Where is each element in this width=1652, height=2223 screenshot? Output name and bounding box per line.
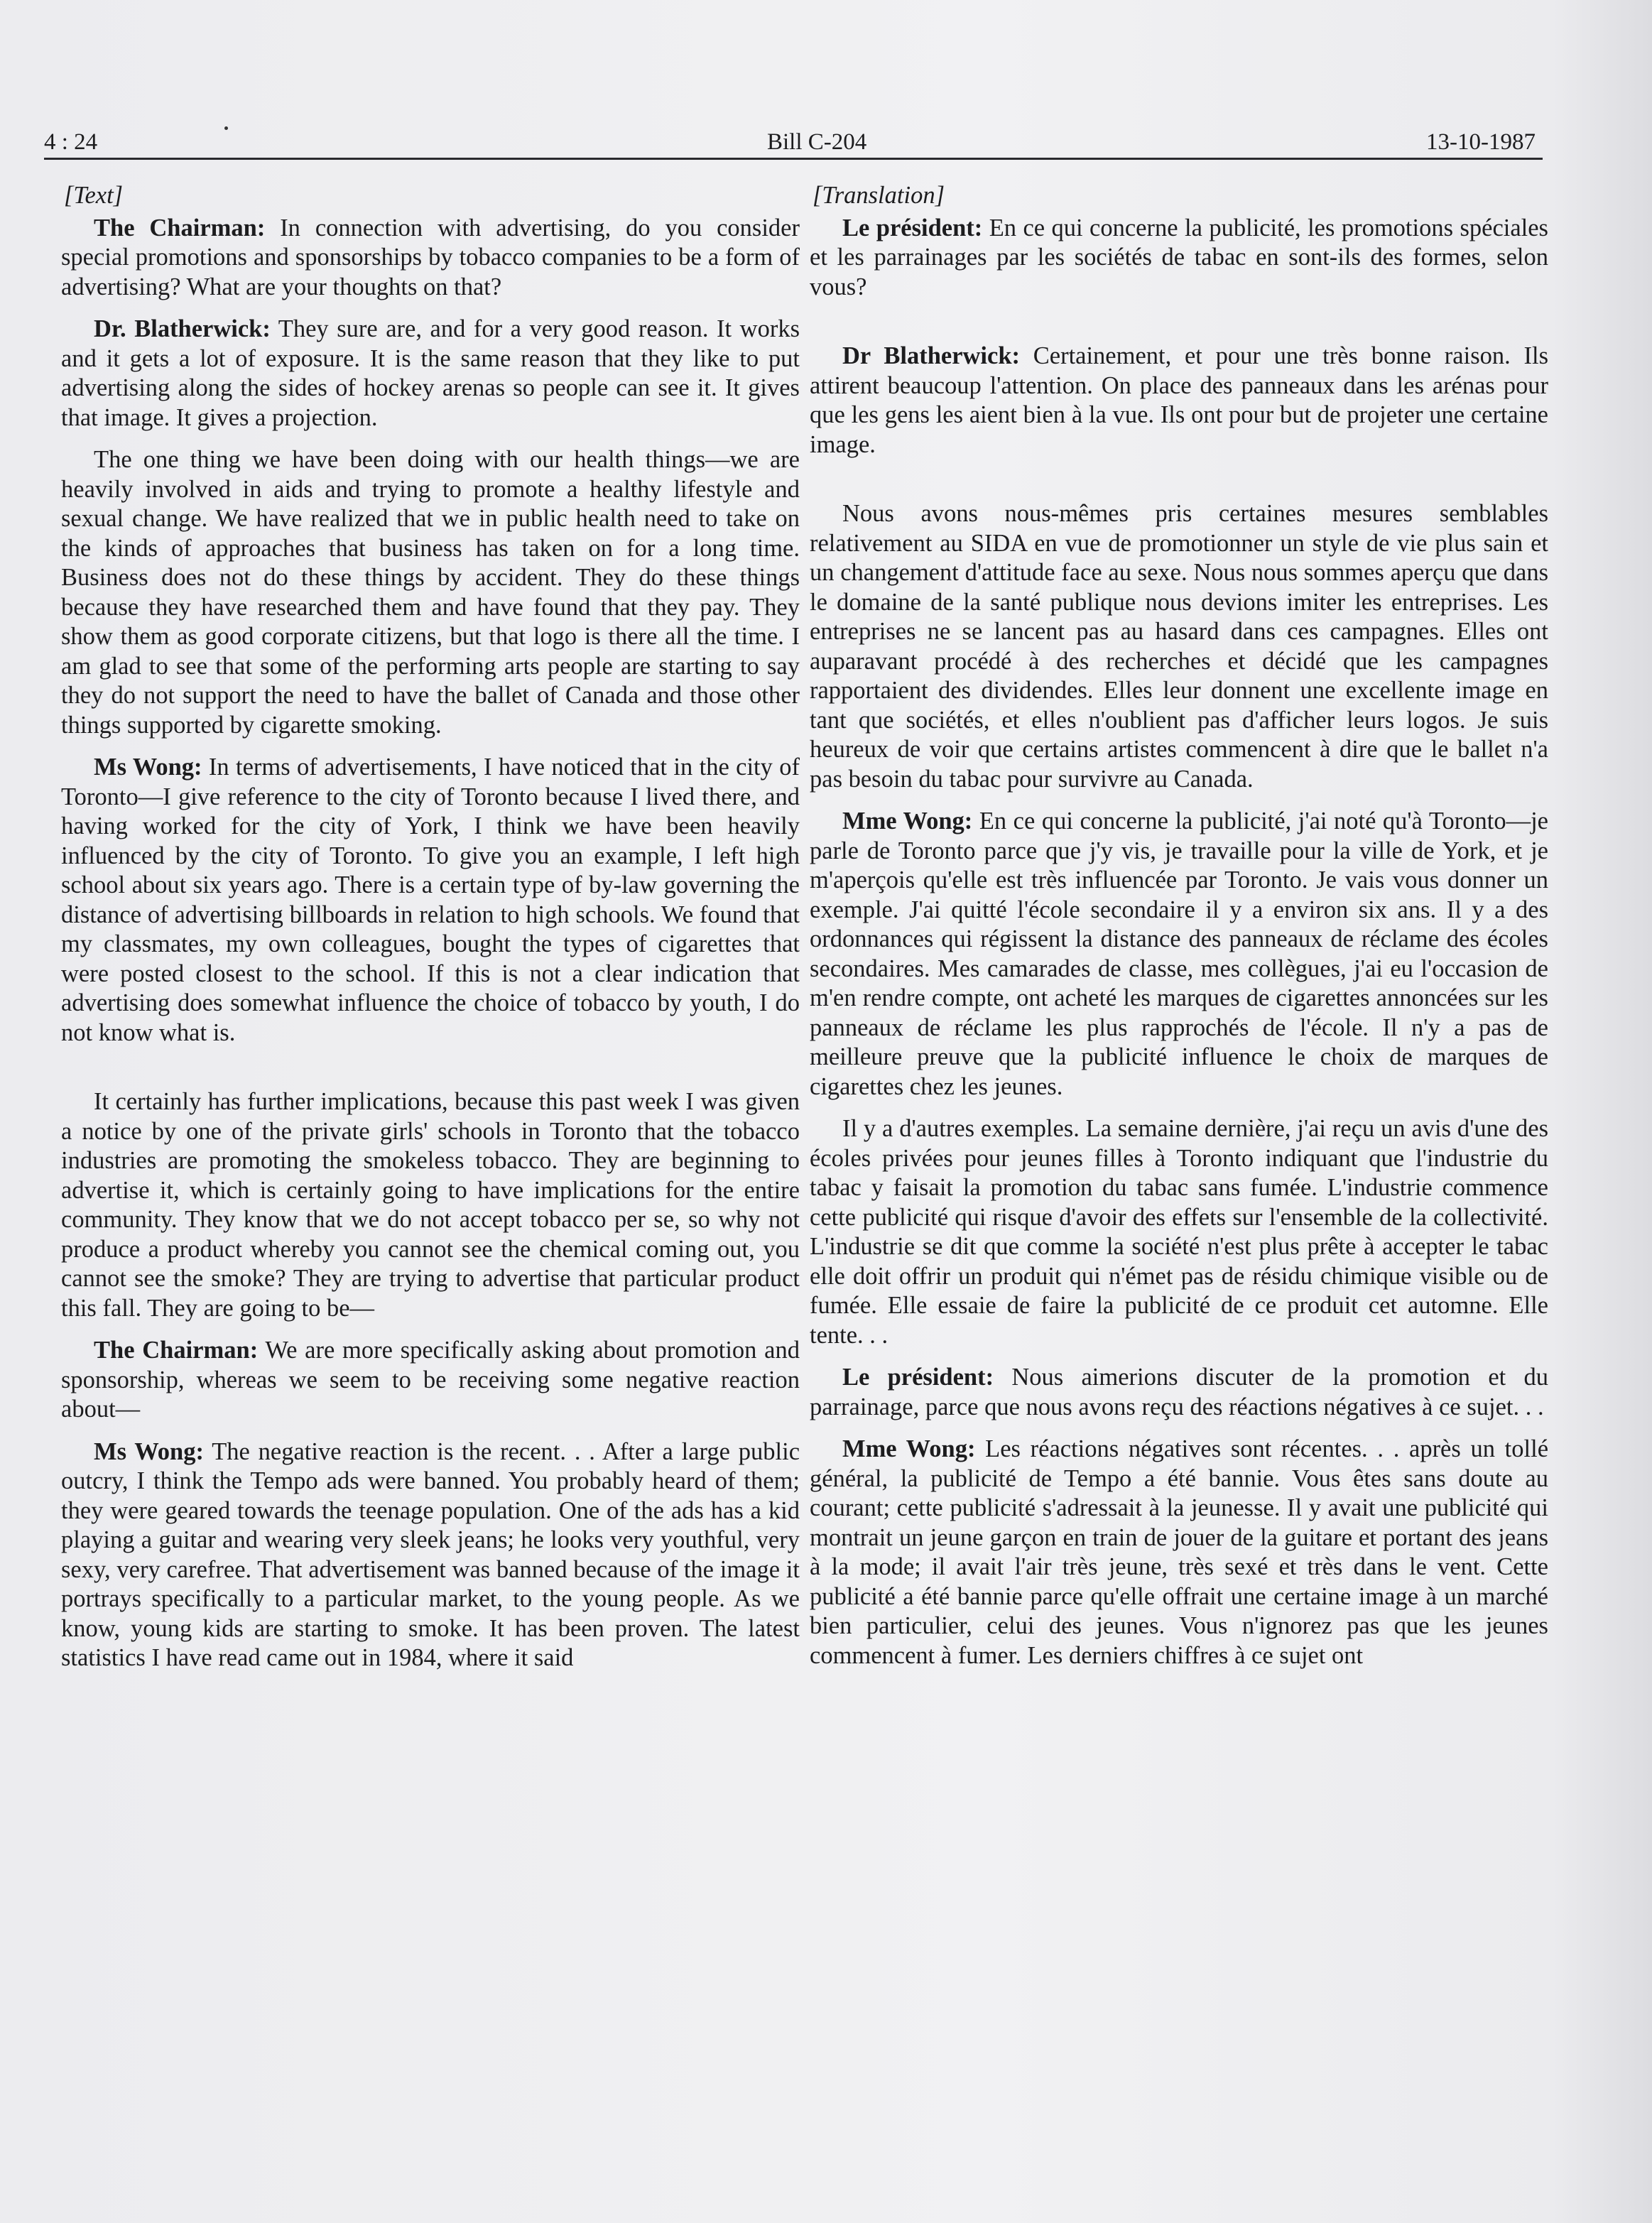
paragraph xyxy=(61,315,800,433)
paragraph-text: Il y a d'autres exemples. La semaine dernière, j'ai reçu un avis d'une des écoles privées pour jeunes filles à Toronto indiquant que l'industrie du tabac y faisait la promotion du tabac sans fumée. L'industrie commence cette publicité qui risque d'avoir des effets sur l'ensemble de la collectivité. L'industrie se dit que comme la société n'est plus prête à accepter le tabac elle doit offrir un produit qui n'émet pas de résidu chimique visible ou de fumée. Elle essaie de faire la publicité de ce produit cet automne. Elle tente. . . xyxy=(810,1115,1548,1349)
column-tag: [Text] xyxy=(64,182,124,209)
paragraph xyxy=(61,1087,800,1323)
paragraph xyxy=(61,445,800,740)
paragraph-text: The one thing we have been doing with our health things—we are heavily involved in aids and trying to promote a healthy lifestyle and sexual change. We have realized that we in public health need to take on the kinds of approaches that business has taken on for a long time. Business does not do these things by accident. They do these things because they have researched them and have found that they pay. They show them as good corporate citizens, but that logo is there all the time. I am glad to see that some of the performing arts people are starting to say they do not support the need to have the ballet of Canada and those other things supported by cigarette smoking. xyxy=(61,446,800,739)
paragraph-text: Les réactions négatives sont récentes. . . après un tollé général, la publicité de Tempo a été bannie. Vous êtes sans doute au courant; cette publicité s'adressait à la jeunesse. Il y avait une publicité qui montrait un jeune garçon en train de jouer de la guitare et portant des jeans à la mode; il avait l'air très jeune, très sexé et très dans le vent. Cette publicité a été bannie parce qu'elle offrait une certaine image à un marché bien particulier, celui des jeunes. Vous n'ignorez pas que les jeunes commencent à fumer. Les derniers chiffres à ce sujet ont xyxy=(810,1435,1549,1669)
paragraph xyxy=(810,1435,1548,1670)
document-date: 13-10-1987 xyxy=(1426,129,1536,155)
paragraph-text: Nous aimerions discuter de la promotion et du parrainage, parce que nous avons reçu des réactions négatives à ce sujet. . . xyxy=(810,1364,1548,1420)
page-number: 4 : 24 xyxy=(44,129,98,155)
speaker: Ms Wong: xyxy=(94,1437,204,1465)
paragraph-text: The negative reaction is the recent. . . After a large public outcry, I think the Tempo ads were banned. You probably heard of them; they were geared towards the teenage population. One of the ads has a kid playing a guitar and wearing very sleek jeans; he looks very youthful, very sexy, very carefree. That advertisement was banned because of the image it portrays specifically to a particular market, to the young people. As we know, young kids are starting to smoke. It has been proven. The latest statistics I have read came out in 1984, where it said xyxy=(61,1437,800,1671)
paragraph xyxy=(810,214,1548,303)
speaker: Le président: xyxy=(842,1364,994,1391)
page-header xyxy=(44,114,1536,163)
speaker: Dr. Blatherwick: xyxy=(94,315,271,342)
document-title: Bill C-204 xyxy=(767,129,867,155)
speaker: The Chairman: xyxy=(94,1337,259,1364)
speaker: Mme Wong: xyxy=(842,1435,976,1462)
speaker: Ms Wong: xyxy=(94,754,202,781)
paragraph-text: In connection with advertising, do you consider special promotions and sponsorships by tobacco companies to be a form of advertising? What are your thoughts on that? xyxy=(61,214,800,300)
speaker: Le président: xyxy=(842,214,983,241)
column-tag: [Translation] xyxy=(813,182,945,209)
speaker: The Chairman: xyxy=(94,214,266,241)
french-column xyxy=(810,181,1548,1683)
paragraph xyxy=(810,342,1548,460)
english-column xyxy=(61,181,800,1686)
speaker: Dr Blatherwick: xyxy=(842,342,1020,369)
speaker: Mme Wong: xyxy=(842,808,973,835)
paragraph xyxy=(810,1363,1548,1422)
paragraph xyxy=(810,499,1548,794)
paragraph xyxy=(810,807,1548,1102)
paragraph xyxy=(61,1336,800,1425)
paragraph-text: They sure are, and for a very good reason. It works and it gets a lot of exposure. It is the same reason that they like to put advertising along the sides of hockey arenas so people can see it. It gives that image. It gives a projection. xyxy=(61,315,800,431)
paragraph xyxy=(61,753,800,1048)
paragraph-text: Certainement, et pour une très bonne raison. Ils attirent beaucoup l'attention. On place des panneaux dans les arénas pour que les gens les aient bien à la vue. Ils ont pour but de projeter une certaine image. xyxy=(810,342,1548,458)
paragraph xyxy=(61,214,800,303)
paragraph-text: In terms of advertisements, I have noticed that in the city of Toronto—I give reference to the city of Toronto because I lived there, and having worked for the city of York, I think we have been heavily influenced by the city of Toronto. To give you an example, I left high school about six years ago. There is a certain type of by-law governing the distance of advertising billboards in relation to high schools. We found that my classmates, my own colleagues, bought the types of cigarettes that were posted closest to the school. If this is not a clear indication that advertising does somewhat influence the choice of tobacco by youth, I do not know what is. xyxy=(61,754,800,1046)
paragraph-text: Nous avons nous-mêmes pris certaines mesures semblables relativement au SIDA en vue de promotionner un style de vie plus sain et un changement d'attitude face au sexe. Nous nous sommes aperçu que dans le domaine de la santé publique nous devions imiter les entreprises. Les entreprises ne se lancent pas au hasard dans ces campagnes. Elles ont auparavant procédé à des recherches et décidé que les campagnes rapportaient des dividendes. Elles leur donnent une excellente image en tant que sociétés, et elles n'oublient pas d'afficher leurs logos. Je suis heureux de voir que certains artistes commencent à dire que le ballet n'a pas besoin du tabac pour survivre au Canada. xyxy=(810,500,1548,793)
paragraph xyxy=(810,1114,1548,1350)
paragraph-text: It certainly has further implications, because this past week I was given a notice by one of the private girls' schools in Toronto that the tobacco industries are promoting the smokeless tobacco. They are beginning to advertise it, which is certainly going to have implications for the entire community. They know that we do not accept tobacco per se, so why not produce a product whereby you cannot see the chemical coming out, you cannot see the smoke? They are trying to advertise that particular product this fall. They are going to be— xyxy=(61,1088,800,1322)
paragraph-text: We are more specifically asking about promotion and sponsorship, whereas we seem to be receiving some negative reaction about— xyxy=(61,1337,800,1423)
paragraph-text: En ce qui concerne la publicité, j'ai noté qu'à Toronto—je parle de Toronto parce que j'y vis, je travaille pour la ville de York, et je m'aperçois qu'elle est très influencée par Toronto. Je vais vous donner un exemple. J'ai quitté l'école secondaire il y a environ six ans. Il y a des ordonnances qui régissent la distance des panneaux de réclame des écoles secondaires. Mes camarades de classe, mes collègues, j'ai eu l'occasion de m'en rendre compte, ont acheté les marques de cigarettes annoncées sur les panneaux de réclame les plus rapprochés de l'école. Il n'y a pas de meilleure preuve que la publicité influence le choix de marques de cigarettes chez les jeunes. xyxy=(810,808,1548,1100)
paragraph xyxy=(61,1437,800,1673)
paragraph-text: En ce qui concerne la publicité, les promotions spéciales et les parrainages par les sociétés de tabac en sont-ils des formes, selon vous? xyxy=(810,214,1548,300)
header-rule xyxy=(44,158,1543,160)
